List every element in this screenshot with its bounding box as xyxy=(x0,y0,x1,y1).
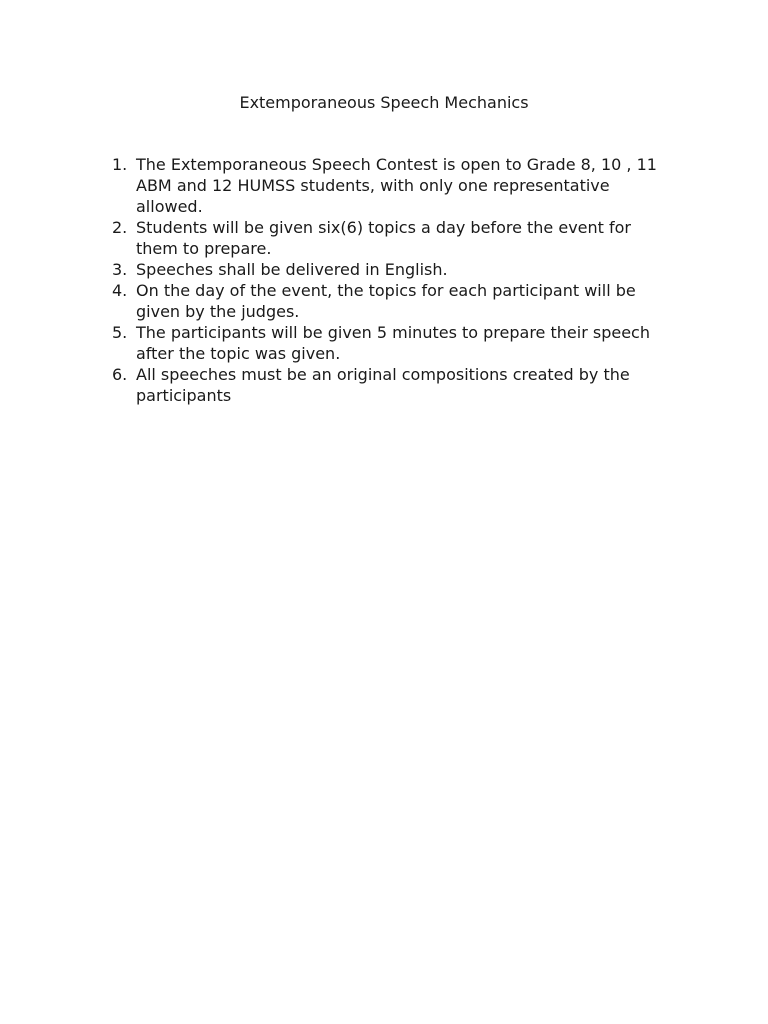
list-item xyxy=(112,154,672,217)
list-item-text: The participants will be given 5 minutes to prepare their speech after the topic was given. xyxy=(136,323,650,363)
list-item-text: On the day of the event, the topics for each participant will be given by the judges. xyxy=(136,281,636,321)
list-item-number: 4. xyxy=(112,281,128,300)
rules-list xyxy=(112,154,672,406)
list-item-number: 3. xyxy=(112,260,128,279)
list-item-text: The Extemporaneous Speech Contest is open to Grade 8, 10 , 11 ABM and 12 HUMSS students, with only one representative allowed. xyxy=(136,155,657,216)
list-item-text: All speeches must be an original compositions created by the participants xyxy=(136,365,630,405)
list-item xyxy=(112,217,672,259)
list-item-number: 6. xyxy=(112,365,128,384)
list-item-number: 2. xyxy=(112,218,128,237)
list-item-number: 1. xyxy=(112,155,128,174)
list-item xyxy=(112,280,672,322)
list-item xyxy=(112,364,672,406)
list-item-text: Students will be given six(6) topics a day before the event for them to prepare. xyxy=(136,218,632,258)
list-item-number: 5. xyxy=(112,323,128,342)
list-item xyxy=(112,322,672,364)
document-title: Extemporaneous Speech Mechanics xyxy=(239,93,529,112)
list-item-text: Speeches shall be delivered in English. xyxy=(136,260,448,279)
list-item xyxy=(112,259,672,280)
